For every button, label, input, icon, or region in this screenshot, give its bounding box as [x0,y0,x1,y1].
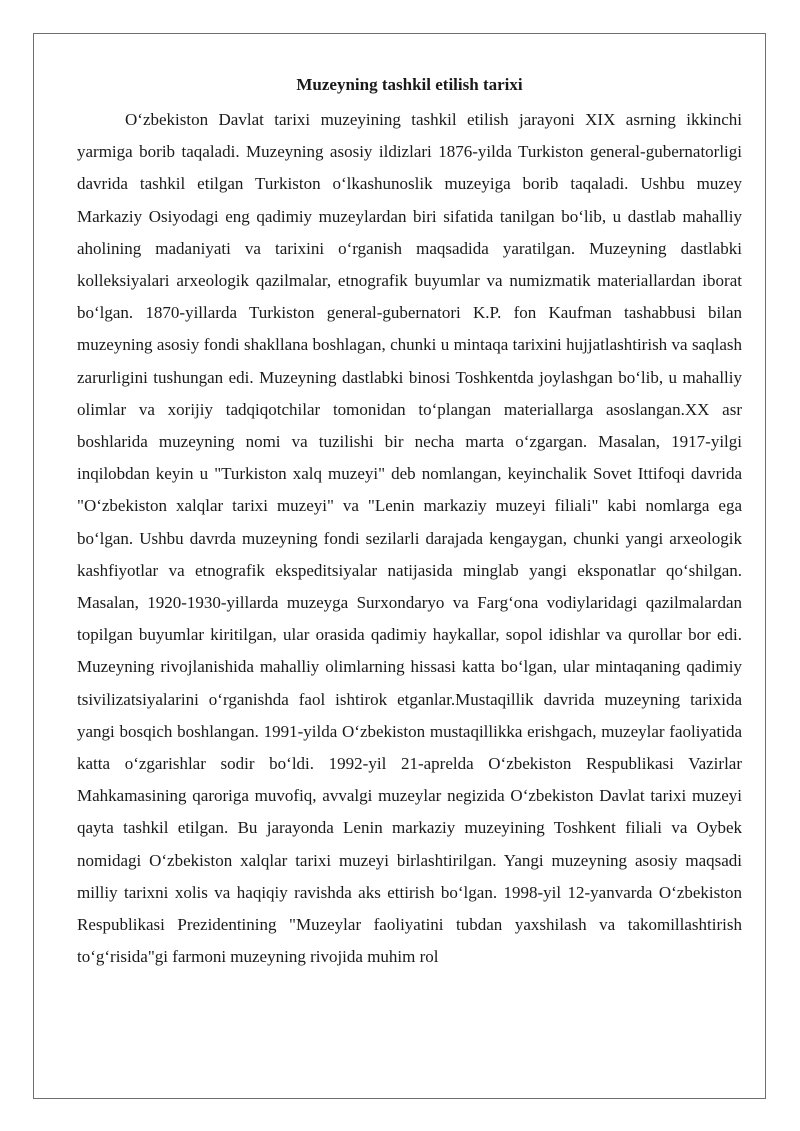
document-title: Muzeyning tashkil etilish tarixi [296,75,523,94]
document-content [77,72,742,973]
body-paragraph: O‘zbekiston Davlat tarixi muzeyining tashkil etilish jarayoni XIX asrning ikkinchi yarmiga borib taqaladi. Muzeyning asosiy ildizlari 1876-yilda Turkiston general-gubernatorligi davrida tashkil etilgan Turkiston o‘lkashunoslik muzeyiga borib taqaladi. Ushbu muzey Markaziy Osiyodagi eng qadimiy muzeylardan biri sifatida tanilgan bo‘lib, u dastlab mahalliy aholining madaniyati va tarixini o‘rganish maqsadida yaratilgan. Muzeyning dastlabki kolleksiyalari arxeologik qazilmalar, etnografik buyumlar va numizmatik materiallardan iborat bo‘lgan. 1870-yillarda Turkiston general-gubernatori K.P. fon Kaufman tashabbusi bilan muzeyning asosiy fondi shakllana boshlagan, chunki u mintaqa tarixini hujjatlashtirish va saqlash zarurligini tushungan edi. Muzeyning dastlabki binosi Toshkentda joylashgan bo‘lib, u mahalliy olimlar va xorijiy tadqiqotchilar tomonidan to‘plangan materiallarga asoslangan.XX asr boshlarida muzeyning nomi va tuzilishi bir necha marta o‘zgargan. Masalan, 1917-yilgi inqilobdan keyin u "Turkiston xalq muzeyi" deb nomlangan, keyinchalik Sovet Ittifoqi davrida "O‘zbekiston xalqlar tarixi muzeyi" va "Lenin markaziy muzeyi filiali" kabi nomlarga ega bo‘lgan. Ushbu davrda muzeyning fondi sezilarli darajada kengaygan, chunki yangi arxeologik kashfiyotlar va etnografik ekspeditsiyalar natijasida minglab yangi eksponatlar qo‘shilgan. Masalan, 1920-1930-yillarda muzeyga Surxondaryo va Farg‘ona vodiylaridagi qazilmalardan topilgan buyumlar kiritilgan, ular orasida qadimiy haykallar, sopol idishlar va qurollar bor edi. Muzeyning rivojlanishida mahalliy olimlarning hissasi katta bo‘lgan, ular mintaqaning qadimiy tsivilizatsiyalarini o‘rganishda faol ishtirok etganlar.Mustaqillik davrida muzeyning tarixida yangi bosqich boshlangan. 1991-yilda O‘zbekiston mustaqillikka erishgach, muzeylar faoliyatida katta o‘zgarishlar sodir bo‘ldi. 1992-yil 21-aprelda O‘zbekiston Respublikasi Vazirlar Mahkamasining qaroriga muvofiq, avvalgi muzeylar negizida O‘zbekiston Davlat tarixi muzeyi qayta tashkil etilgan. Bu jarayonda Lenin markaziy muzeyining Toshkent filiali va Oybek nomidagi O‘zbekiston xalqlar tarixi muzeyi birlashtirilgan. Yangi muzeyning asosiy maqsadi milliy tarixni xolis va haqiqiy ravishda aks ettirish bo‘lgan. 1998-yil 12-yanvarda O‘zbekiston Respublikasi Prezidentining "Muzeylar faoliyatini tubdan yaxshilash va takomillashtirish to‘g‘risida"gi farmoni muzeyning rivojida muhim rol [77,110,742,967]
